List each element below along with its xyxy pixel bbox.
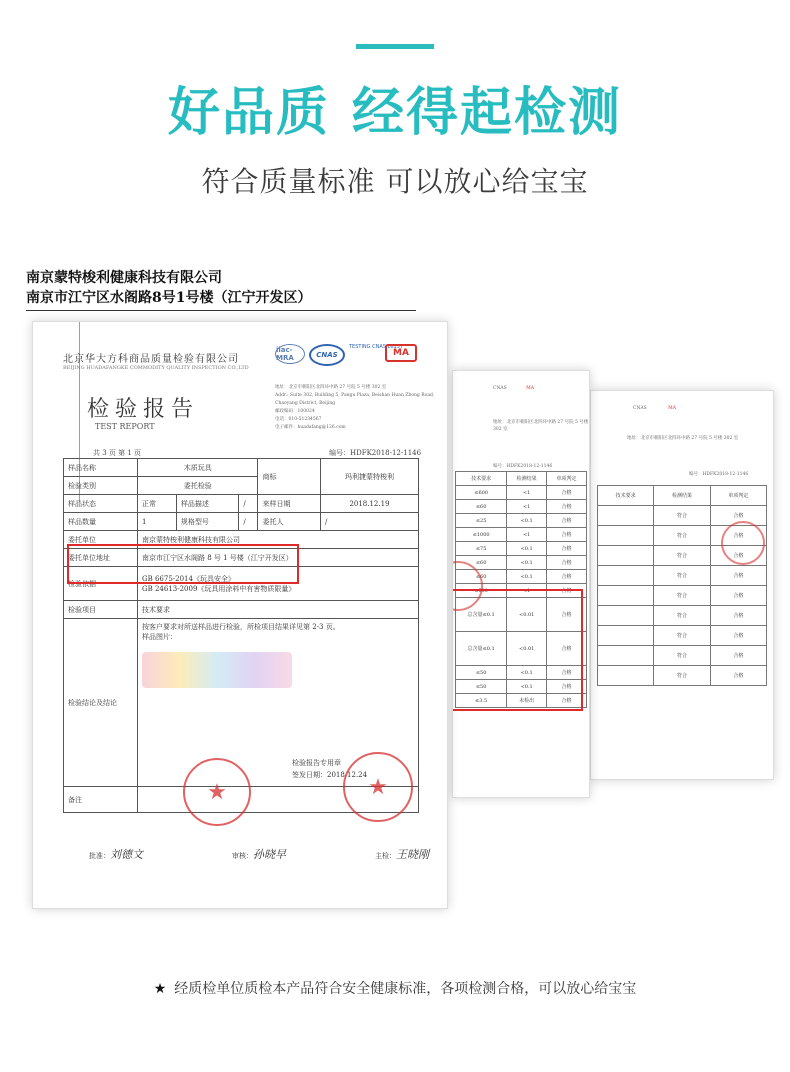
table-row: [598, 626, 767, 646]
table-cell: ≤60: [456, 570, 507, 584]
divider: [26, 310, 416, 311]
cnas-icon: CNAS: [309, 344, 345, 366]
field-value: 2018.12.19: [320, 495, 418, 513]
company-address: 南京市江宁区水阁路8号1号楼（江宁开发区）: [26, 290, 312, 306]
reviewer: 审核：孙晓早: [232, 848, 286, 861]
page3-table: [597, 485, 767, 686]
table-cell: <0.1: [507, 570, 547, 584]
field-value: 玛利捷蒙特梭利: [320, 459, 418, 495]
signature-row: [89, 846, 429, 862]
headline: [0, 70, 790, 145]
photo-label: 样品图片：: [142, 633, 177, 641]
highlight-box: [67, 544, 299, 584]
table-cell: <0.1: [507, 680, 547, 694]
basis-line: GB 24613-2009《玩具用涂料中有害物质限量》: [142, 584, 296, 593]
table-cell: 符合: [654, 526, 710, 546]
table-cell: 合格: [547, 632, 587, 666]
conclusion-text: 按客户要求对所送样品进行检验，所检项目结果详见第 2-3 页。: [142, 623, 340, 631]
table-cell: 合格: [547, 500, 587, 514]
table-cell: 合格: [710, 626, 766, 646]
field-label: 规格型号: [176, 513, 238, 531]
table-cell: ≤3.5: [456, 694, 507, 708]
table-cell: 合格: [547, 556, 587, 570]
table-cell: 合格: [710, 586, 766, 606]
table-cell: <0.01: [507, 632, 547, 666]
table-cell: 合格: [710, 646, 766, 666]
table-cell: ≤500: [456, 584, 507, 598]
table-cell: 符合: [654, 546, 710, 566]
field-label: 检验类别: [64, 477, 138, 495]
table-cell: 未检出: [507, 694, 547, 708]
table-row: [456, 486, 587, 500]
table-cell: <1: [507, 584, 547, 598]
table-header-row: [456, 472, 587, 486]
table-cell: ≤600: [456, 486, 507, 500]
table-header: 检测结果: [654, 486, 710, 506]
field-value: 技术要求: [138, 601, 419, 619]
table-row: [64, 513, 419, 531]
table-cell: <0.1: [507, 514, 547, 528]
field-label: 备注: [64, 787, 138, 813]
star-icon: ★: [153, 981, 167, 997]
field-label: 样品数量: [64, 513, 138, 531]
seal-caption: 检验报告专用章: [292, 759, 341, 767]
table-cell: <0.1: [507, 556, 547, 570]
table-cell: 合格: [547, 680, 587, 694]
field-label: 来样日期: [258, 495, 320, 513]
subline: 符合质量标准 可以放心给宝宝: [201, 165, 589, 198]
table-cell: 合格: [547, 570, 587, 584]
table-cell: 符合: [654, 626, 710, 646]
ilac-icon: ilac-MRA: [275, 344, 305, 364]
approver: 批准：刘德文: [89, 848, 143, 861]
cnas-icon: CNAS: [493, 386, 507, 391]
lab-address: [275, 384, 445, 432]
page2-report-no: 编号：HDFK2018-12-1146: [493, 464, 553, 469]
table-row: [64, 601, 419, 619]
headline-part1: 好品质: [167, 83, 330, 143]
table-cell: 合格: [710, 546, 766, 566]
table-row: [598, 666, 767, 686]
ma-icon: MA: [668, 406, 677, 411]
report-number: 编号：HDFK2018-12-1146: [329, 449, 422, 457]
table-cell: 合格: [547, 694, 587, 708]
address-line: Addr.: Suite 302, Building 5, Pangu Plaza, Beishan Huan Zhong Road, Chaoyang District, Beijing: [275, 393, 435, 406]
issue-date: 签发日期：2018.12.24: [292, 771, 368, 779]
table-row: [64, 459, 419, 477]
seal-icon: ★: [183, 758, 251, 826]
table-header: 技术要求: [598, 486, 654, 506]
headline-part2: 经得起检测: [352, 83, 623, 143]
address-line: 电话：010-51234567: [275, 417, 322, 422]
table-row: [598, 586, 767, 606]
field-label: 样品名称: [64, 459, 138, 477]
basis-line: GB 6675-2014《玩具安全》: [142, 574, 235, 583]
ma-icon: MA: [385, 344, 417, 362]
lab-name-en: BEIJING HUADAFANGKE COMMODITY QUALITY INSPECTION CO.,LTD: [63, 365, 249, 371]
seal-icon: ★: [343, 752, 413, 822]
table-row: [598, 606, 767, 626]
field-value: 委托检验: [138, 477, 258, 495]
table-cell: 符合: [654, 506, 710, 526]
sample-photo: [142, 652, 292, 688]
field-label: 样品描述: [176, 495, 238, 513]
footer-note: [0, 978, 790, 998]
table-row: [598, 646, 767, 666]
table-row: [598, 566, 767, 586]
table-cell: 合格: [547, 486, 587, 500]
company-name: 南京蒙特梭利健康科技有限公司: [26, 270, 222, 286]
testing-icon: TESTING CNAS L6137: [349, 344, 404, 350]
field-label: 检验结论及结论: [64, 619, 138, 787]
report-title-en: TEST REPORT: [95, 422, 155, 431]
footer-note-text: 经质检单位质检本产品符合安全健康标准，各项检测合格，可以放心给宝宝: [174, 981, 637, 997]
field-value: 南京市江宁区水阁路 8 号 1 号楼（江宁开发区）: [138, 549, 419, 567]
table-header-row: [598, 486, 767, 506]
field-value: 1: [138, 513, 177, 531]
table-row: [456, 528, 587, 542]
table-row: [456, 514, 587, 528]
table-cell: 合格: [547, 514, 587, 528]
table-cell: ≤1000: [456, 528, 507, 542]
table-header: 单项判定: [547, 472, 587, 486]
page2-address: 地址：北京市朝阳区北四环中路 27 号院 5 号楼 302 室: [493, 420, 589, 432]
table-cell: ≤75: [456, 542, 507, 556]
table-header: 单项判定: [710, 486, 766, 506]
ma-icon: MA: [526, 386, 535, 391]
tester: 主检：王晓刚: [375, 848, 429, 861]
table-cell: 合格: [710, 606, 766, 626]
table-cell: <0.1: [507, 666, 547, 680]
report-page-2: [452, 370, 590, 798]
field-label: 样品状态: [64, 495, 138, 513]
highlight-box: [452, 589, 583, 711]
cnas-icon: CNAS: [633, 406, 647, 411]
table-cell: ≤60: [456, 556, 507, 570]
table-cell: 合格: [710, 526, 766, 546]
table-cell: 合格: [547, 666, 587, 680]
page3-address: 地址：北京市朝阳区北四环中路 27 号院 5 号楼 302 室: [627, 436, 739, 441]
table-cell: 合格: [547, 528, 587, 542]
page2-logos: [493, 385, 534, 392]
table-cell: 符合: [654, 606, 710, 626]
table-header: 检测结果: [507, 472, 547, 486]
table-cell: <1: [507, 500, 547, 514]
field-label: 商标: [258, 459, 320, 495]
field-value: 正常: [138, 495, 177, 513]
field-label: 委托单位地址: [64, 549, 138, 567]
address-line: 电子邮件：huadafang@126.com: [275, 425, 346, 430]
lab-name: 北京华大方科商品质量检验有限公司: [63, 354, 239, 365]
table-cell: <1: [507, 528, 547, 542]
page-count: 共 3 页 第 1 页: [93, 449, 142, 457]
field-label: 委托单位: [64, 531, 138, 549]
report-title: 检验报告: [87, 397, 200, 422]
table-cell: <0.1: [507, 542, 547, 556]
seal-icon: [721, 521, 765, 565]
table-cell: ≤50: [456, 666, 507, 680]
table-cell: ≤60: [456, 500, 507, 514]
table-cell: 合格: [710, 666, 766, 686]
table-cell: 总含量≤0.1: [456, 632, 507, 666]
field-label: 检验项目: [64, 601, 138, 619]
page3-report-no: 编号：HDFK2018-12-1146: [689, 472, 749, 477]
table-row: [64, 495, 419, 513]
field-value: /: [239, 495, 258, 513]
tester-signature: 王晓刚: [396, 848, 429, 861]
field-value: 南京蒙特梭利健康科技有限公司: [138, 531, 419, 549]
table-cell: 总含量≤0.1: [456, 598, 507, 632]
field-value: /: [239, 513, 258, 531]
report-page-3: [590, 390, 774, 780]
table-cell: 合格: [547, 542, 587, 556]
table-cell: 合格: [547, 598, 587, 632]
table-row: [456, 542, 587, 556]
approver-signature: 刘德文: [110, 848, 143, 861]
address-line: 邮政编码：100024: [275, 409, 315, 414]
table-cell: 符合: [654, 646, 710, 666]
address-line: 地址：北京市朝阳区北四环中路 27 号院 5 号楼 302 室: [275, 385, 387, 390]
table-cell: 符合: [654, 566, 710, 586]
table-cell: <1: [507, 486, 547, 500]
table-cell: ≤50: [456, 680, 507, 694]
table-cell: 符合: [654, 586, 710, 606]
table-header: 技术要求: [456, 472, 507, 486]
field-label: 检验依据: [64, 567, 138, 601]
reviewer-signature: 孙晓早: [253, 848, 286, 861]
table-row: [456, 500, 587, 514]
table-cell: 合格: [710, 566, 766, 586]
field-label: 委托人: [258, 513, 320, 531]
table-cell: 合格: [710, 506, 766, 526]
accent-bar: [356, 44, 434, 49]
page3-logos: [633, 405, 676, 412]
table-cell: ≤25: [456, 514, 507, 528]
table-cell: <0.01: [507, 598, 547, 632]
field-value: 木质玩具: [138, 459, 258, 477]
table-cell: 符合: [654, 666, 710, 686]
report-page-1: [32, 321, 448, 909]
field-value: /: [320, 513, 418, 531]
company-info: [26, 268, 311, 308]
table-cell: 合格: [547, 584, 587, 598]
